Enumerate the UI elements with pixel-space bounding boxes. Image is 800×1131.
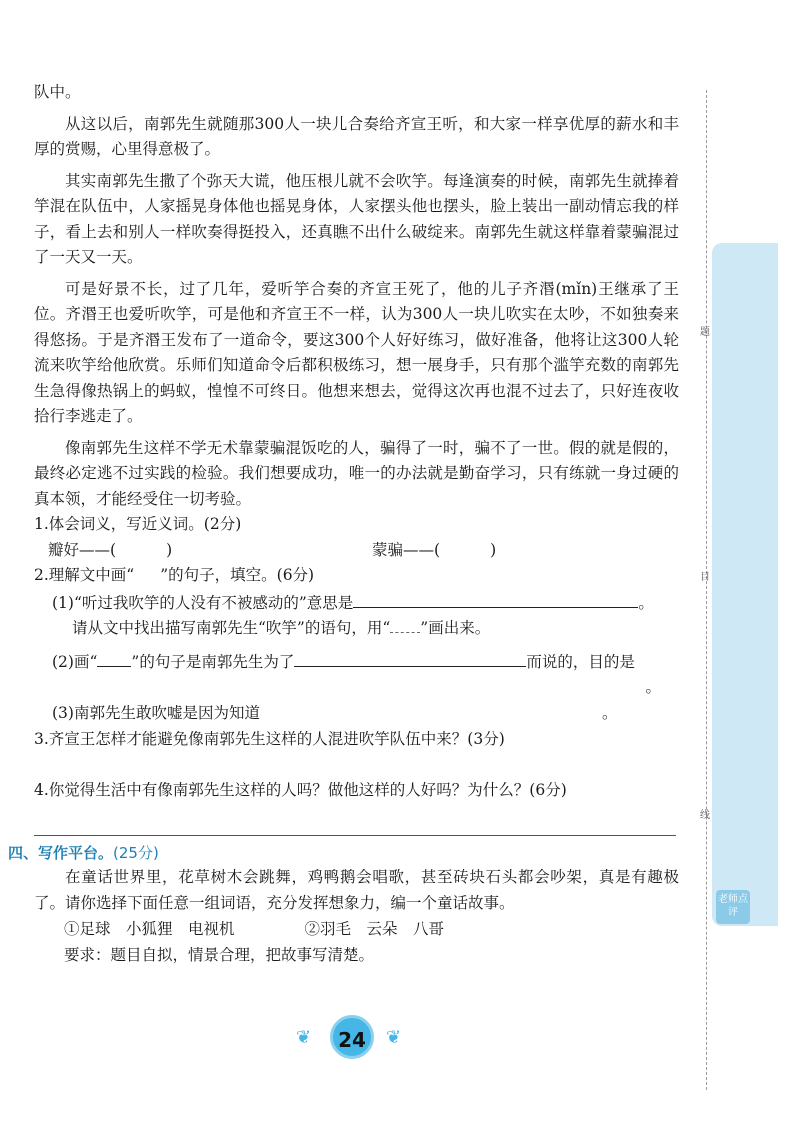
q1-word-a: 瓣好——(: [48, 540, 117, 559]
reading-section: [34, 80, 679, 804]
question-2-1: [34, 589, 679, 617]
q2-3-end: 。: [601, 704, 618, 722]
q2-1b-tail: ”画出来。: [420, 619, 491, 637]
sprout-right-icon: ❦: [386, 1027, 402, 1048]
q2-2-end: 。: [645, 678, 661, 696]
passage-paragraph-4: 像南郭先生这样不学无术靠蒙骗混饭吃的人，骗得了一时，骗不了一世。假的就是假的，最终必定逃不过实践的检验。我们想要成功，唯一的办法就是勤奋学习，只有练就一身过硬的真本领，才能经受住一切考验。: [34, 438, 679, 508]
q2-1b-label: 请从文中找出描写南郭先生“吹竽”的语句，用“: [72, 619, 391, 637]
word-group-2: ②羽毛 云朵 八哥: [304, 920, 445, 938]
writing-requirement: 要求：题目自拟，情景合理，把故事写清楚。: [64, 946, 375, 964]
question-1-answers: [34, 538, 679, 564]
word-group-1: ①足球 小狐狸 电视机: [64, 920, 235, 938]
question-1: 1.体会词义，写近义词。(2分): [34, 515, 242, 533]
section-divider: [34, 835, 676, 836]
q2-1-answer-line[interactable]: [353, 589, 638, 608]
question-3-answer-space[interactable]: [34, 752, 679, 778]
q2-2-label: (2)画“: [52, 652, 98, 671]
sprout-left-icon: ❦: [296, 1027, 312, 1048]
writing-score: (25分): [113, 844, 159, 862]
question-2-3: [34, 701, 679, 727]
wavy-underline-mark: [390, 618, 420, 633]
q2-3-label: (3)南郭先生敢吹嘘是因为知道: [52, 704, 260, 722]
passage-paragraph-3: 可是好景不长，过了几年，爱听竽合奏的齐宣王死了，他的儿子齐湣(mǐn)王继承了王位。齐湣王也爱听吹竽，可是他和齐宣王不一样，认为300人一块儿吹实在太吵，不如独奏来得悠扬。于是齐湣王发布了一道命令，要这300个人好好练习，做好准备，他将让这300人轮流来吹竽给他欣赏。乐师们知道命令后都积极练习，想一展身手，只有那个滥竽充数的南郭先生急得像热锅上的蚂蚁，惶惶不可终日。他想来想去，觉得这次再也混不过去了，只好连夜收拾行李逃走了。: [34, 279, 679, 425]
q2-1-label: (1)“听过我吹竽的人没有不被感动的”意思是: [52, 593, 354, 612]
question-2-1b: [34, 616, 679, 642]
question-2: [34, 563, 679, 589]
q2-1-end: 。: [638, 593, 654, 612]
passage-paragraph-1: 从这以后，南郭先生就随那300人一块儿合奏给齐宣王听，和大家一样享优厚的薪水和丰厚的赏赐，心里得意极了。: [34, 114, 679, 158]
question-2-2-cont: [34, 675, 679, 701]
writing-word-groups: [34, 916, 679, 942]
q2-2-answer-line-1[interactable]: [294, 648, 526, 667]
binding-dashed-line: [706, 90, 707, 1090]
question-2-2: [34, 648, 679, 676]
passage-paragraph-2: 其实南郭先生撒了个弥天大谎，他压根儿就不会吹竽。每逢演奏的时候，南郭先生就捧着竽混在队伍中，人家摇晃身体他也摇晃身体，人家摆头他也摆头，脸上装出一副动情忘我的样子，看上去和别人一样吹奏得挺投入，还真瞧不出什么破绽来。南郭先生就这样靠着蒙骗混过了一天又一天。: [34, 171, 679, 266]
teacher-comment-panel: [712, 243, 778, 926]
margin-mark-2: 目: [700, 572, 710, 583]
q2-label: 2.理解文中画“: [34, 566, 135, 584]
margin-mark-3: 线: [700, 810, 710, 821]
page-number-footer: [290, 1013, 420, 1063]
q2-2-mark-blank: [97, 650, 131, 667]
writing-section: [34, 864, 679, 968]
teacher-comment-badge: 老师点评: [716, 890, 750, 924]
q2-2-mid: ”的句子是南郭先生为了: [131, 652, 295, 671]
passage-paragraph-0: 队中。: [34, 83, 81, 101]
q1-close-b: ): [490, 540, 497, 559]
writing-title-text: 四、写作平台。: [8, 844, 114, 862]
margin-mark-1: 题: [700, 327, 710, 338]
writing-section-title: [8, 842, 159, 863]
q1-close-a: ): [166, 540, 173, 559]
q2-tail: ”的句子，填空。(6分): [160, 566, 315, 584]
page-number: 24: [330, 1015, 374, 1059]
q1-word-b: 蒙骗——(: [372, 540, 441, 559]
question-4: 4.你觉得生活中有像南郭先生这样的人吗？做他这样的人好吗？为什么？(6分): [34, 781, 567, 799]
q2-2-tail: 而说的，目的是: [526, 652, 635, 671]
question-3: 3.齐宣王怎样才能避免像南郭先生这样的人混进吹竽队伍中来？(3分): [34, 729, 505, 748]
writing-intro: 在童话世界里，花草树木会跳舞，鸡鸭鹅会唱歌，甚至砖块石头都会吵架，真是有趣极了。请你选择下面任意一组词语，充分发挥想象力，编一个童话故事。: [34, 868, 679, 912]
